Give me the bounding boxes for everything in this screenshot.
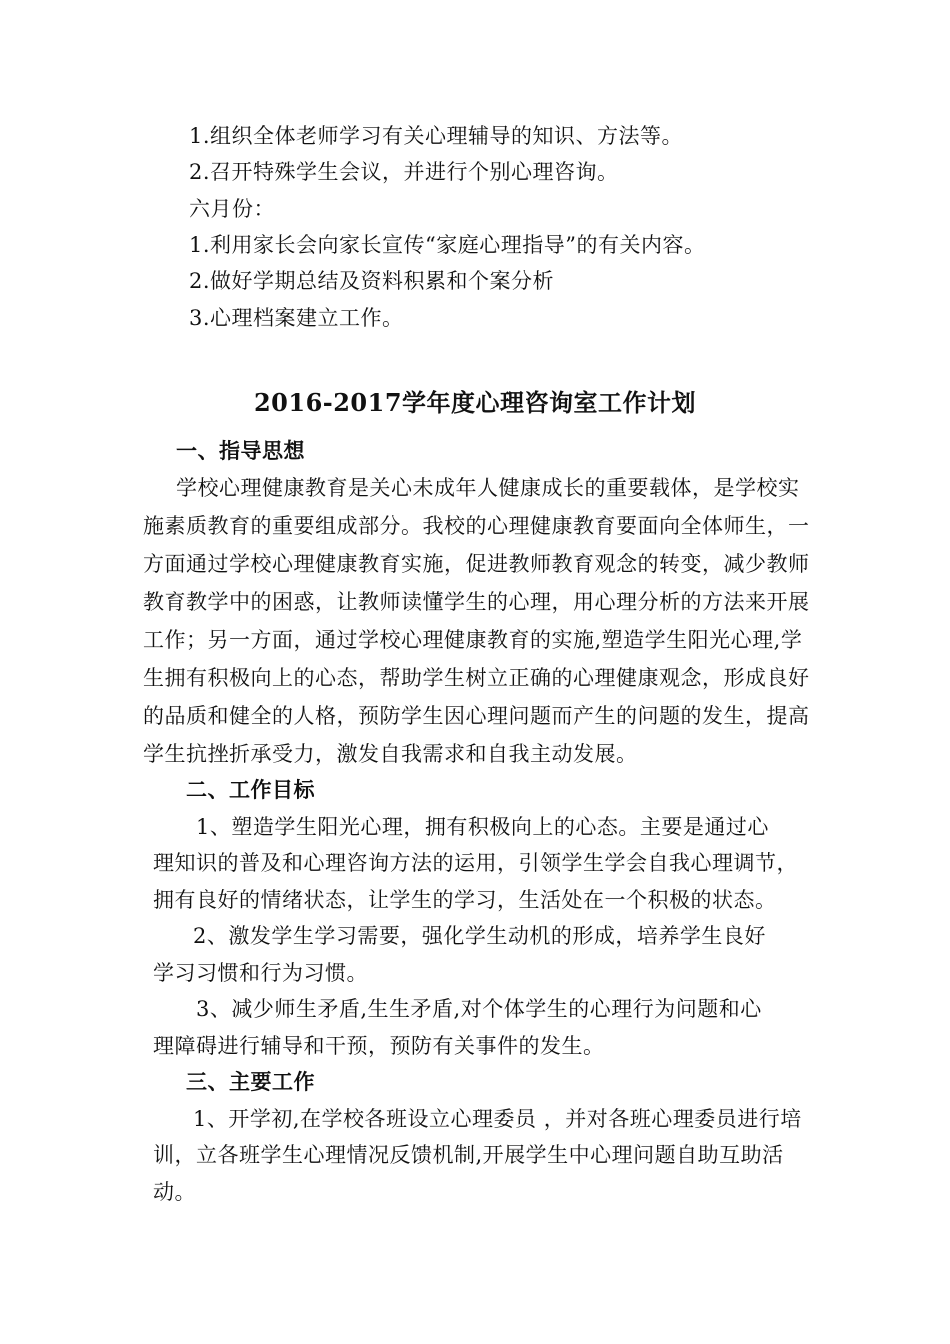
top-item-3: 1.利用家长会向家长宣传“家庭心理指导”的有关内容。 [189,233,706,257]
section1-line-8: 学生抗挫折承受力，激发自我需求和自我主动发展。 [143,742,638,766]
section3-line-1: 1、开学初,在学校各班设立心理委员 ，并对各班心理委员进行培 [193,1107,802,1131]
section2-line-1: 1、塑造学生阳光心理，拥有积极向上的心态。主要是通过心 [196,815,769,839]
section2-line-3: 拥有良好的情绪状态，让学生的学习，生活处在一个积极的状态。 [153,888,777,912]
section1-line-6: 生拥有积极向上的心态，帮助学生树立正确的心理健康观念，形成良好 [143,666,810,690]
section2-line-7: 理障碍进行辅导和干预，预防有关事件的发生。 [153,1034,605,1058]
section2-line-4: 2、激发学生学习需要，强化学生动机的形成，培养学生良好 [193,924,766,948]
section1-heading: 一、指导思想 [176,439,305,463]
top-item-1: 1.组织全体老师学习有关心理辅导的知识、方法等。 [189,124,684,148]
section2-line-5: 学习习惯和行为习惯。 [153,961,368,985]
section3-line-2: 训，立各班学生心理情况反馈机制,开展学生中心理问题自助互助活 [153,1143,784,1167]
top-item-4: 2.做好学期总结及资料积累和个案分析 [189,269,555,293]
section2-line-2: 理知识的普及和心理咨询方法的运用，引领学生学会自我心理调节， [153,851,798,875]
section2-heading: 二、工作目标 [186,778,315,802]
section1-line-1: 学校心理健康教育是关心未成年人健康成长的重要载体，是学校实 [176,476,800,500]
top-item-5: 3.心理档案建立工作。 [189,306,404,330]
section1-line-4: 教育教学中的困惑，让教师读懂学生的心理，用心理分析的方法来开展 [143,590,810,614]
section1-line-5: 工作；另一方面，通过学校心理健康教育的实施,塑造学生阳光心理,学 [143,628,803,652]
section1-line-3: 方面通过学校心理健康教育实施，促进教师教育观念的转变，减少教师 [143,552,810,576]
top-item-2: 2.召开特殊学生会议，并进行个别心理咨询。 [189,160,619,184]
section3-heading: 三、主要工作 [186,1070,315,1094]
month-label: 六月份： [189,197,275,221]
section1-line-2: 施素质教育的重要组成部分。我校的心理健康教育要面向全体师生，一 [143,514,810,538]
section2-line-6: 3、减少师生矛盾,生生矛盾,对个体学生的心理行为问题和心 [196,997,762,1021]
section1-line-7: 的品质和健全的人格，预防学生因心理问题而产生的问题的发生，提高 [143,704,810,728]
document-title: 2016-2017学年度心理咨询室工作计划 [253,388,697,417]
section3-line-3: 动。 [153,1180,196,1204]
